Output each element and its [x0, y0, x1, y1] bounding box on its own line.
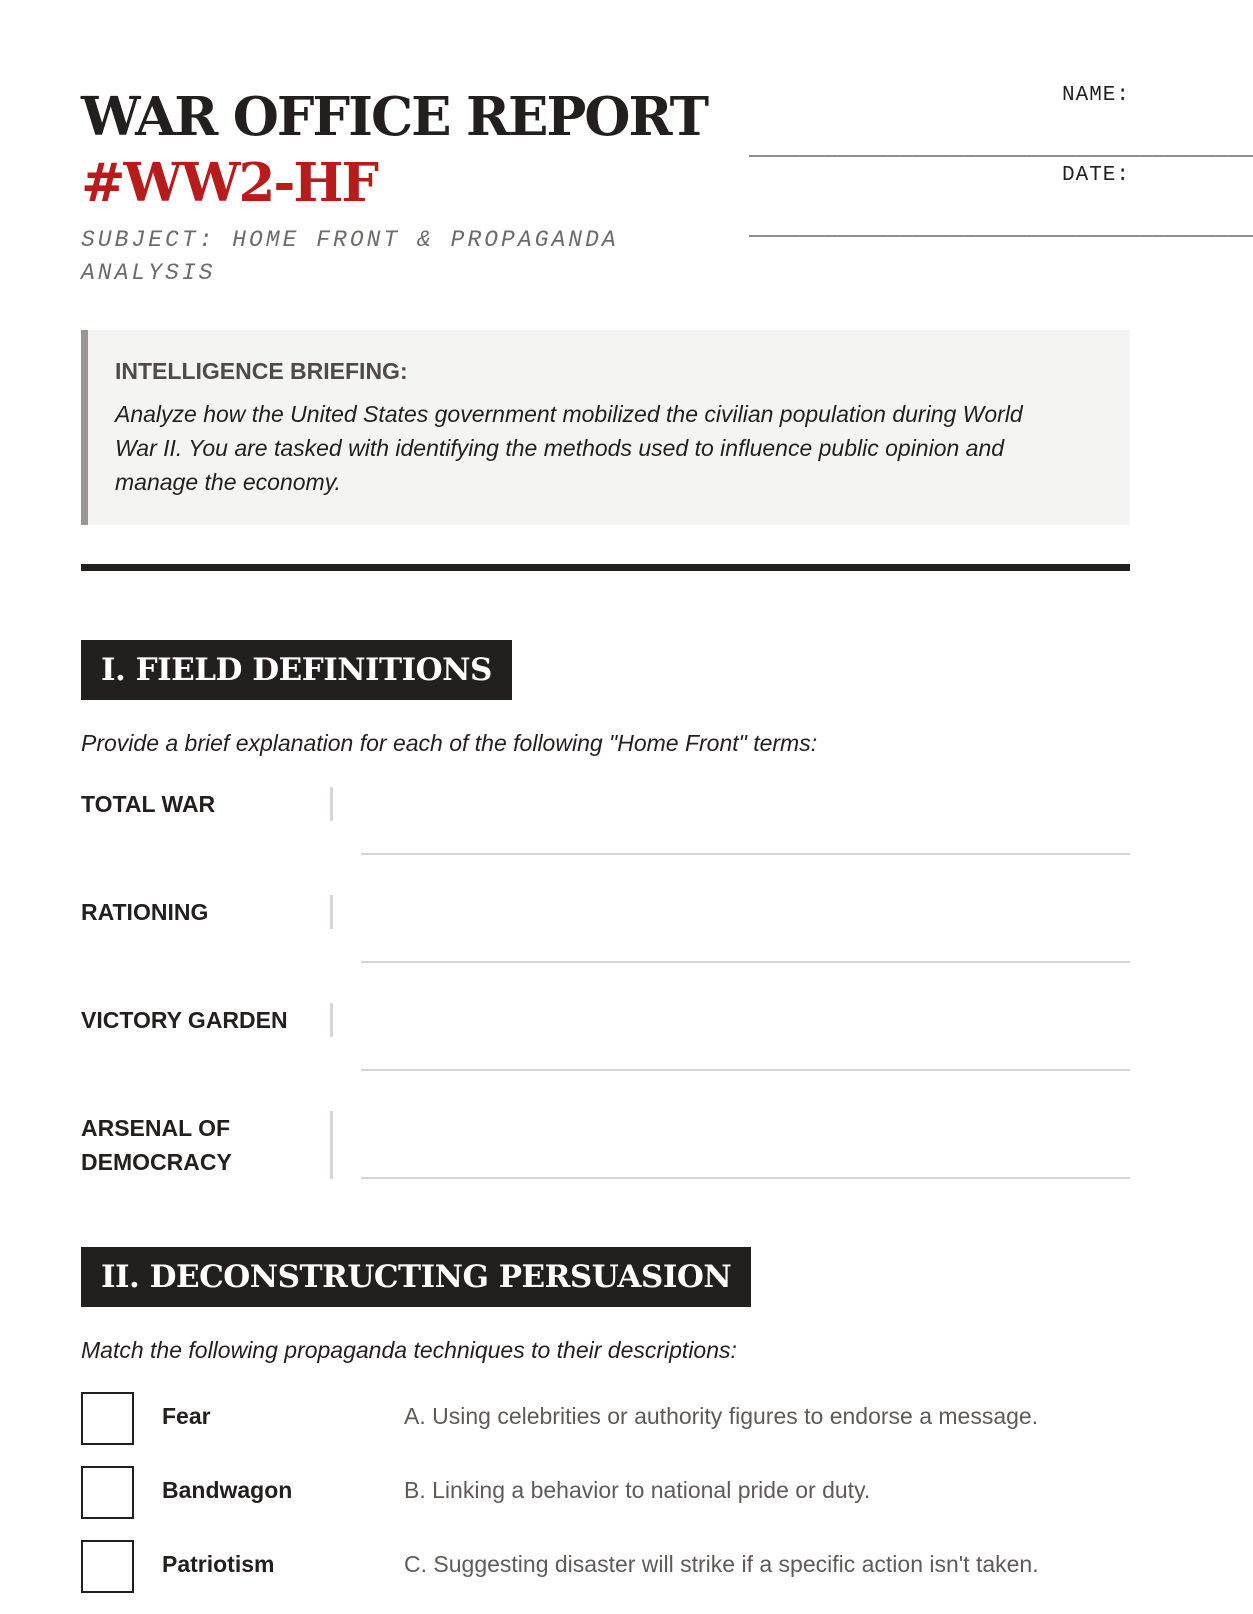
- answer-box[interactable]: [81, 1540, 134, 1593]
- technique-term: Patriotism: [162, 1551, 275, 1577]
- technique-term: Fear: [162, 1403, 211, 1429]
- matching-list: [81, 1392, 1130, 1614]
- name-input-line[interactable]: ________________________________________: [749, 138, 1253, 161]
- briefing-text: Analyze how the United States government mobilized the civilian population during World War II. You are tasked with identifying the methods used to influence public opinion and manage the economy.: [115, 401, 1023, 495]
- definition-answer-line[interactable]: [361, 1069, 1130, 1071]
- definition-term: ARSENAL OF DEMOCRACY: [81, 1115, 232, 1175]
- definition-term: RATIONING: [81, 899, 209, 925]
- term-separator: [330, 787, 333, 821]
- definition-row: [81, 895, 1130, 1003]
- definition-term: VICTORY GARDEN: [81, 1007, 288, 1033]
- name-label: NAME:: [1061, 84, 1130, 107]
- name-field: [749, 84, 1253, 164]
- date-input-line[interactable]: ________________________________________: [749, 218, 1253, 241]
- technique-description: C. Suggesting disaster will strike if a specific action isn't taken.: [404, 1551, 1039, 1577]
- date-field: [749, 164, 1253, 244]
- definitions-list: [81, 787, 1130, 1219]
- definition-answer-line[interactable]: [361, 853, 1130, 855]
- report-title: WAR OFFICE REPORT: [81, 86, 708, 148]
- briefing-heading: INTELLIGENCE BRIEFING:: [115, 358, 408, 384]
- report-subject: SUBJECT: HOME FRONT & PROPAGANDA ANALYSIS: [81, 227, 619, 286]
- matching-row: [81, 1392, 1130, 1466]
- technique-description: A. Using celebrities or authority figures to endorse a message.: [404, 1403, 1039, 1429]
- term-separator: [330, 1003, 333, 1037]
- section-heading-definitions: I. FIELD DEFINITIONS: [81, 640, 512, 700]
- definition-answer-line[interactable]: [361, 961, 1130, 963]
- technique-description: B. Linking a behavior to national pride or duty.: [404, 1477, 871, 1503]
- definition-row: [81, 1111, 1130, 1219]
- worksheet-page: [81, 0, 1253, 1600]
- matching-instructions: Match the following propaganda techniques to their descriptions:: [81, 1337, 737, 1363]
- definitions-instructions: Provide a brief explanation for each of the following "Home Front" terms:: [81, 730, 818, 756]
- definition-answer-line[interactable]: [361, 1177, 1130, 1179]
- definition-term: TOTAL WAR: [81, 791, 216, 817]
- section-divider: [81, 564, 1130, 571]
- intelligence-briefing: [81, 330, 1130, 525]
- report-header: [81, 84, 1253, 294]
- technique-term: Bandwagon: [162, 1477, 293, 1503]
- term-separator: [330, 1111, 333, 1179]
- matching-row: [81, 1540, 1130, 1614]
- section-heading-persuasion: II. DECONSTRUCTING PERSUASION: [81, 1247, 751, 1307]
- answer-box[interactable]: [81, 1466, 134, 1519]
- matching-row: [81, 1466, 1130, 1540]
- term-separator: [330, 895, 333, 929]
- student-id-fields: [749, 84, 1253, 244]
- report-code: #WW2-HF: [81, 152, 378, 214]
- definition-row: [81, 787, 1130, 895]
- definition-row: [81, 1003, 1130, 1111]
- date-label: DATE:: [1061, 164, 1130, 187]
- answer-box[interactable]: [81, 1392, 134, 1445]
